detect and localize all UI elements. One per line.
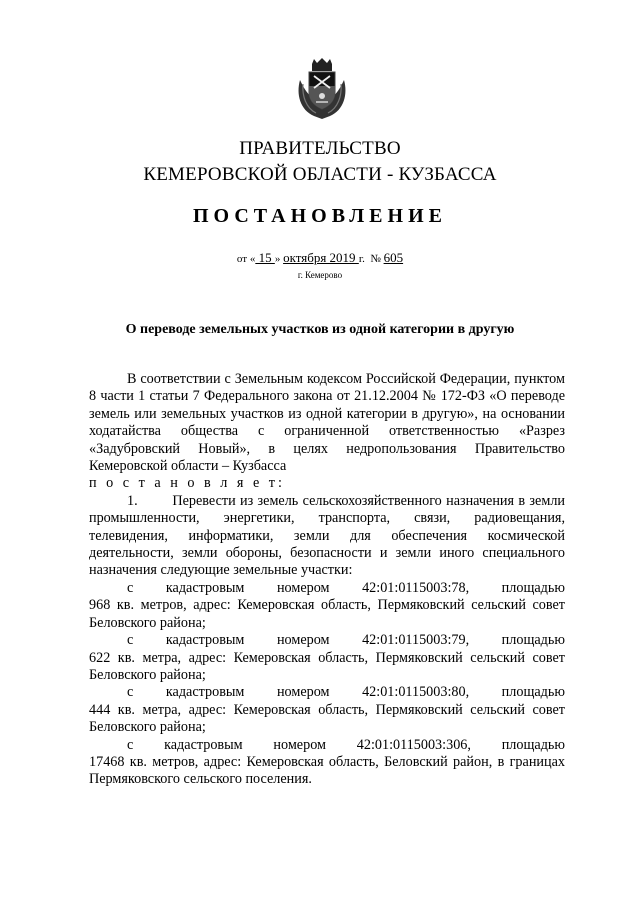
city: г. Кемерово [297,270,343,280]
plot-2-header [89,632,565,649]
plot-cadastral-number: 42:01:0115003:306, [356,736,471,753]
plot-word: кадастровым [165,579,245,596]
document-number: 605 [383,250,404,265]
plot-word: с [127,684,134,701]
plot-1-details: 968 кв. метров, адрес: Кемеровская область, Пермяковский сельский совет Беловского района; [89,597,565,631]
number-prefix: № [370,253,381,265]
region-title: КЕМЕРОВСКОЙ ОБЛАСТИ - КУЗБАССА [143,164,497,185]
plot-word: площадью [501,736,565,753]
plot-4-details: 17468 кв. метров, адрес: Кемеровская область, Беловский район, в границах Пермяковского сельского поселения. [89,753,565,788]
date-day: 15 [255,250,275,265]
plot-word: кадастровым [164,736,243,753]
plot-word: номером [276,632,330,649]
plot-1-header [89,580,565,597]
plot-word: с [127,736,134,753]
item-1: 1. Перевести из земель сельскохозяйственного назначения в земли промышленности, энергетики, транспорта, связи, радиовещания, телевидения, информатики, земли для обеспечения космической деятельности, земли обороны, безопасности и земли иного специального назначения следующие земельные участки: [89,492,565,579]
plot-word: номером [273,736,326,753]
plot-word: площадью [501,684,565,701]
date-mid: » [274,253,284,265]
date-month-year: октября 2019 [283,250,359,265]
resolves-line: п о с т а н о в л я е т: [89,475,285,492]
plot-word: с [127,579,134,596]
plot-3-details: 444 кв. метра, адрес: Кемеровская область, Пермяковский сельский совет Беловского района; [89,701,565,736]
plot-4-header [89,737,565,754]
date-line [0,250,640,266]
plot-cadastral-number: 42:01:0115003:80, [362,684,470,701]
plot-2-details: 622 кв. метра, адрес: Кемеровская область, Пермяковский сельский совет Беловского района; [89,649,565,683]
date-year-suffix: г. [358,253,365,265]
government-title: ПРАВИТЕЛЬСТВО [239,138,401,159]
plot-word: площадью [501,579,565,596]
date-prefix: от « [236,253,256,265]
plot-word: кадастровым [165,632,245,649]
plot-cadastral-number: 42:01:0115003:78, [362,579,470,596]
coat-of-arms-icon [294,58,350,120]
plot-word: кадастровым [165,684,245,701]
plot-3-header [89,684,565,701]
document-body [89,371,565,789]
document-subject: О переводе земельных участков из одной категории в другую [125,322,515,337]
plot-word: номером [276,579,330,596]
document-type: ПОСТАНОВЛЕНИЕ [193,205,447,227]
plot-word: площадью [501,632,565,649]
plot-word: номером [276,684,330,701]
plot-word: с [127,632,134,649]
plot-cadastral-number: 42:01:0115003:79, [362,632,470,649]
intro-paragraph: В соответствии с Земельным кодексом Российской Федерации, пунктом 8 части 1 статьи 7 Федерального закона от 21.12.2004 № 172-ФЗ «О переводе земель или земельных участков из одной категории в другую», на основании ходатайства общества с ограниченной ответственностью «Разрез «Задубровский Новый», в целях недропользования Правительство Кемеровской области – Кузбасса [89,371,565,475]
